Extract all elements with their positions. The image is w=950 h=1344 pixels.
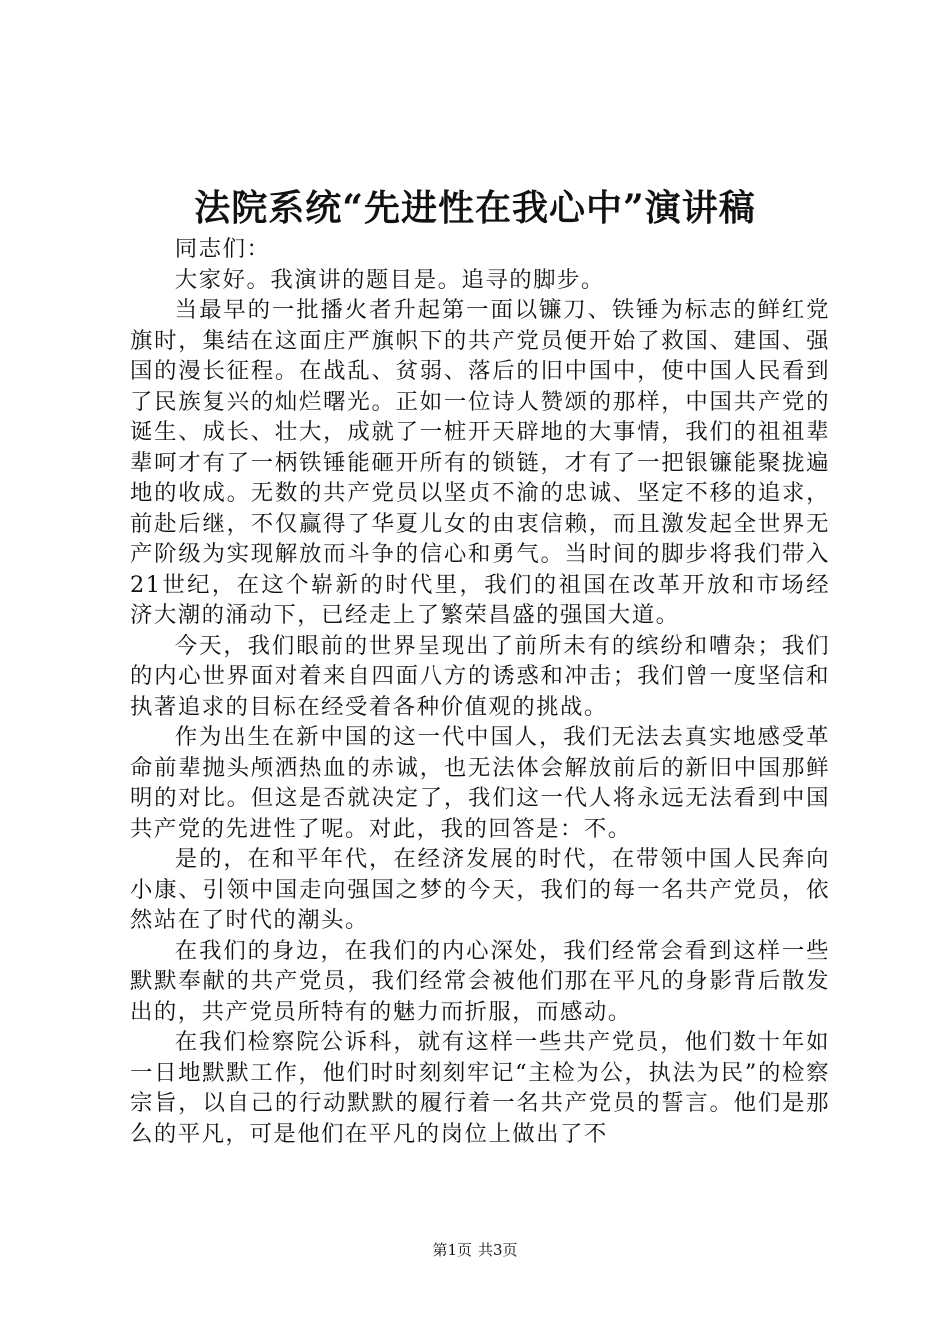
paragraph-today: 今天，我们眼前的世界呈现出了前所未有的缤纷和嘈杂；我们的内心世界面对着来自四面八方的诱惑和冲击；我们曾一度坚信和执著追求的目标在经受着各种价值观的挑战。 — [130, 632, 830, 720]
document-body — [130, 234, 830, 1149]
paragraph-peace-era: 是的，在和平年代，在经济发展的时代，在带领中国人民奔向小康、引领中国走向强国之梦的今天，我们的每一名共产党员，依然站在了时代的潮头。 — [130, 846, 830, 933]
document-title: 法院系统“先进性在我心中”演讲稿 — [194, 187, 756, 229]
paragraph-generation: 作为出生在新中国的这一代中国人，我们无法去真实地感受革命前辈抛头颅洒热血的赤诚，也无法体会解放前后的新旧中国那鲜明的对比。但这是否就决定了，我们这一代人将永远无法看到中国共产党的先进性了呢。对此，我的回答是：不。 — [130, 724, 830, 842]
page-footer — [0, 1240, 950, 1260]
paragraph-around-us: 在我们的身边，在我们的内心深处，我们经常会看到这样一些默默奉献的共产党员，我们经常会被他们那在平凡的身影背后散发出的，共产党员所特有的魅力而折服，而感动。 — [130, 937, 830, 1025]
paragraph-history: 当最早的一批播火者升起第一面以镰刀、铁锤为标志的鲜红党旗时，集结在这面庄严旗帜下的共产党员便开始了救国、建国、强国的漫长征程。在战乱、贫弱、落后的旧中国中，使中国人民看到了民族复兴的灿烂曙光。正如一位诗人赞颂的那样，中国共产党的诞生、成长、壮大，成就了一桩开天辟地的大事情，我们的祖祖辈辈呵才有了一柄铁锤能砸开所有的锁链，才有了一把银镰能聚拢遍地的收成。无数的共产党员以坚贞不渝的忠诚、坚定不移的追求，前赴后继，不仅赢得了华夏儿女的由衷信赖，而且激发起全世界无产阶级为实现解放而斗争的信心和勇气。当时间的脚步将我们带入21世纪，在这个崭新的时代里，我们的祖国在改革开放和市场经济大潮的涌动下，已经走上了繁荣昌盛的强国大道。 — [130, 297, 830, 628]
paragraph-procuratorate: 在我们检察院公诉科，就有这样一些共产党员，他们数十年如一日地默默工作，他们时时刻刻牢记“主检为公，执法为民”的检察宗旨，以自己的行动默默的履行着一名共产党员的誓言。他们是那么的平凡，可是他们在平凡的岗位上做出了不 — [130, 1029, 830, 1147]
page-total: 共3页 — [478, 1241, 518, 1259]
paragraph-opening: 大家好。我演讲的题目是。追寻的脚步。 — [174, 266, 605, 293]
paragraph-greeting: 同志们： — [174, 236, 271, 262]
page-number: 第1页 — [432, 1241, 472, 1259]
